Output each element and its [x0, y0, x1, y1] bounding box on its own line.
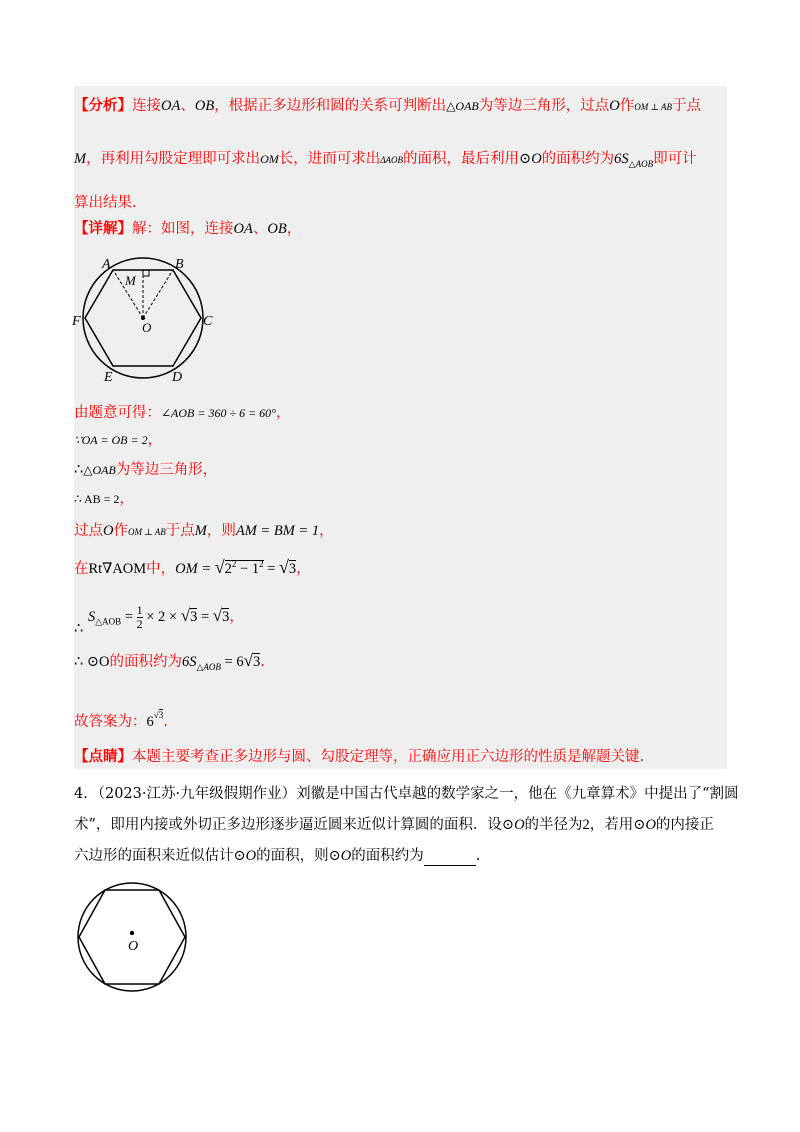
analysis-text: 作 [619, 98, 635, 114]
step-text: 于点 [165, 523, 195, 539]
step-text: 中， [146, 560, 176, 577]
punctuation: ， [119, 491, 134, 507]
math-sub-AOB: △AOB [196, 661, 221, 672]
math-OM-perp-AB: OM ⊥ AB [634, 102, 673, 112]
comment-line [74, 748, 644, 766]
sqrt-sign: √ [243, 651, 253, 670]
hexagon-circle-figure-2 [72, 880, 196, 996]
analysis-text: 的面积，最后利用 [403, 151, 520, 167]
step-text: 由题意可得： [74, 405, 161, 421]
analysis-text: 即可计 [653, 151, 697, 167]
step-text: 为等边三角形， [115, 462, 218, 478]
question-number: 4． [74, 786, 98, 802]
math-triangle-OAB: △OAB [446, 99, 479, 113]
analysis-line-1 [74, 97, 701, 116]
math-circle-O: ⊙O [519, 151, 542, 167]
times-2-times: × 2 × [142, 608, 181, 625]
radicand-3: 3 [158, 710, 164, 720]
analysis-text: 为等边三角形，过点 [478, 98, 610, 114]
punctuation: ， [286, 221, 302, 237]
step-3 [74, 461, 217, 479]
punctuation: ， [147, 432, 163, 448]
detail-line [74, 220, 301, 238]
step-4 [74, 490, 134, 508]
circle-O [78, 883, 186, 991]
question-line-3 [74, 846, 480, 866]
math-AOB: ΔAOB [380, 155, 404, 165]
hexagon-circle-figure [70, 252, 220, 390]
radicand-3: 3 [222, 608, 230, 625]
label-B: B [175, 257, 184, 272]
math-AB-2: ∴ AB = 2 [74, 492, 120, 506]
question-text: 的半径为 [524, 817, 583, 833]
analysis-text: 的面积约为 [541, 151, 615, 167]
sqrt-sign: √ [214, 556, 225, 577]
math-M: M [194, 523, 207, 539]
label-A: A [102, 257, 111, 272]
question-text: ，若用 [589, 817, 634, 833]
question-text: （2023·江苏·九年级假期作业）刘徽是中国古代卓越的数学家之一，他在《九章算术》中提出了“割圆 [97, 786, 739, 802]
right-angle-mark [143, 270, 149, 276]
math-OB: OB [267, 221, 287, 237]
label-E: E [104, 370, 113, 385]
analysis-text: ，根据正多边形和圆的关系可判断出 [214, 98, 447, 114]
segment-OB [143, 270, 173, 318]
math-triangle-OAB: △OAB [83, 463, 116, 477]
punctuation: . [260, 654, 265, 670]
step-8 [74, 652, 265, 676]
question-text: 的内接正 [655, 817, 714, 833]
step-text: ，则 [206, 523, 236, 539]
question-line-2 [74, 815, 714, 835]
center-point-O [130, 931, 134, 935]
math-rt-AOM: Rt∇AOM [88, 560, 147, 577]
inscribed-hexagon [79, 890, 185, 984]
step-5 [74, 522, 334, 541]
answer-label: 故答案为： [74, 714, 147, 730]
math-AM-BM-1: AM = BM = 1 [235, 523, 320, 539]
analysis-tag: 【分析】 [74, 97, 132, 114]
comment-tag: 【点睛】 [74, 748, 132, 765]
label-O: O [128, 939, 139, 954]
math-6: 6 [146, 714, 154, 730]
math-S: S [88, 608, 96, 625]
question-text: 六边形的面积来近似估计 [74, 848, 234, 864]
step-9: 故答案为：$6^{√3}$. [74, 710, 168, 730]
radicand-3: 3 [288, 560, 297, 577]
question-line-1 [74, 784, 739, 804]
answer-blank[interactable] [424, 851, 476, 866]
comment-text: 本题主要考查正多边形与圆、勾股定理等，正确应用正六边形的性质是解题关键. [132, 749, 645, 765]
step-text: 过点 [74, 523, 103, 539]
math-6S: 6S [614, 151, 629, 167]
analysis-text: 连接 [132, 98, 161, 114]
sqrt-sign: √ [279, 556, 289, 577]
radicand-3: 3 [190, 608, 198, 625]
separator: 、 [252, 221, 268, 237]
label-M: M [125, 273, 136, 288]
exponent-2: 2 [259, 559, 264, 569]
separator: 、 [180, 98, 195, 114]
detail-tag: 【详解】 [74, 220, 132, 237]
analysis-text: ，再利用勾股定理即可求出 [86, 151, 261, 167]
math-therefore-circle-O: ∴ ⊙O [74, 654, 110, 670]
punctuation: . [163, 714, 168, 730]
math-circle-O: ⊙O [233, 848, 257, 864]
math-2: 2 [224, 560, 232, 577]
radicand-3: 3 [252, 654, 261, 670]
equals: = [263, 560, 280, 577]
math-circle-O: ⊙O [328, 848, 352, 864]
math-eq-6: = 6 [220, 654, 244, 670]
question-text: 的面积，则 [256, 848, 329, 864]
math-sub-AOB: △AOB [95, 616, 122, 627]
punctuation: ， [296, 560, 311, 577]
numerator: 1 [136, 603, 143, 617]
analysis-line-2 [74, 150, 697, 173]
analysis-line-3 [74, 194, 137, 212]
step-1 [74, 404, 290, 422]
punctuation: ， [319, 523, 334, 539]
math-OM-perp-AB: OM ⊥ AB [127, 527, 166, 537]
math-circle-O: ⊙O [501, 817, 525, 833]
detail-text: 解：如图，连接 [132, 221, 234, 237]
math-minus-1: − 1 [236, 560, 260, 577]
step-2 [74, 431, 162, 449]
therefore-symbol: ∴ [74, 621, 84, 637]
math-OM: OM [260, 152, 279, 166]
math-O: O [103, 523, 114, 539]
math-OA-OB-2: ∵OA = OB = 2 [74, 433, 148, 447]
punctuation: . [475, 848, 481, 864]
punctuation: ， [275, 405, 291, 421]
math-OM-eq: OM = [175, 560, 215, 577]
sqrt-sign: √ [212, 605, 223, 625]
denominator: 2 [136, 617, 143, 631]
radicand-1 [225, 560, 264, 577]
question-text: 的面积约为 [351, 848, 424, 864]
step-text: 在 [74, 560, 89, 577]
math-radius-2: 2 [582, 817, 590, 833]
label-O: O [142, 320, 152, 335]
label-D: D [172, 370, 183, 385]
math-OA: OA [233, 221, 253, 237]
punctuation: ， [229, 608, 244, 625]
math-angle-AOB: ∠AOB = 360 ÷ 6 = 60° [161, 406, 276, 420]
equals: = [197, 608, 213, 625]
math-OA: OA [161, 98, 181, 114]
exponent-2: 2 [231, 559, 237, 569]
label-F: F [72, 314, 81, 329]
math-6S: 6S [181, 654, 197, 670]
analysis-text: 算出结果. [74, 195, 137, 211]
math-sub-AOB: △AOB [628, 158, 654, 169]
math-circle-O: ⊙O [633, 817, 656, 833]
label-C: C [203, 314, 213, 329]
step-text: 作 [113, 523, 128, 539]
question-text: 术”，即用内接或外切正多边形逐步逼近圆来近似计算圆的面积．设 [74, 817, 502, 833]
analysis-text: 长，进而可求出 [278, 151, 381, 167]
analysis-text: 于点 [672, 98, 702, 114]
math-O: O [609, 98, 620, 114]
step-text: 的面积约为 [109, 654, 182, 670]
math-M: M [74, 151, 87, 167]
therefore-symbol: ∴ [74, 462, 84, 478]
math-OB: OB [194, 98, 215, 114]
sqrt-sign: √ [180, 605, 191, 625]
equals: = [121, 608, 137, 625]
step-6 [74, 555, 311, 578]
